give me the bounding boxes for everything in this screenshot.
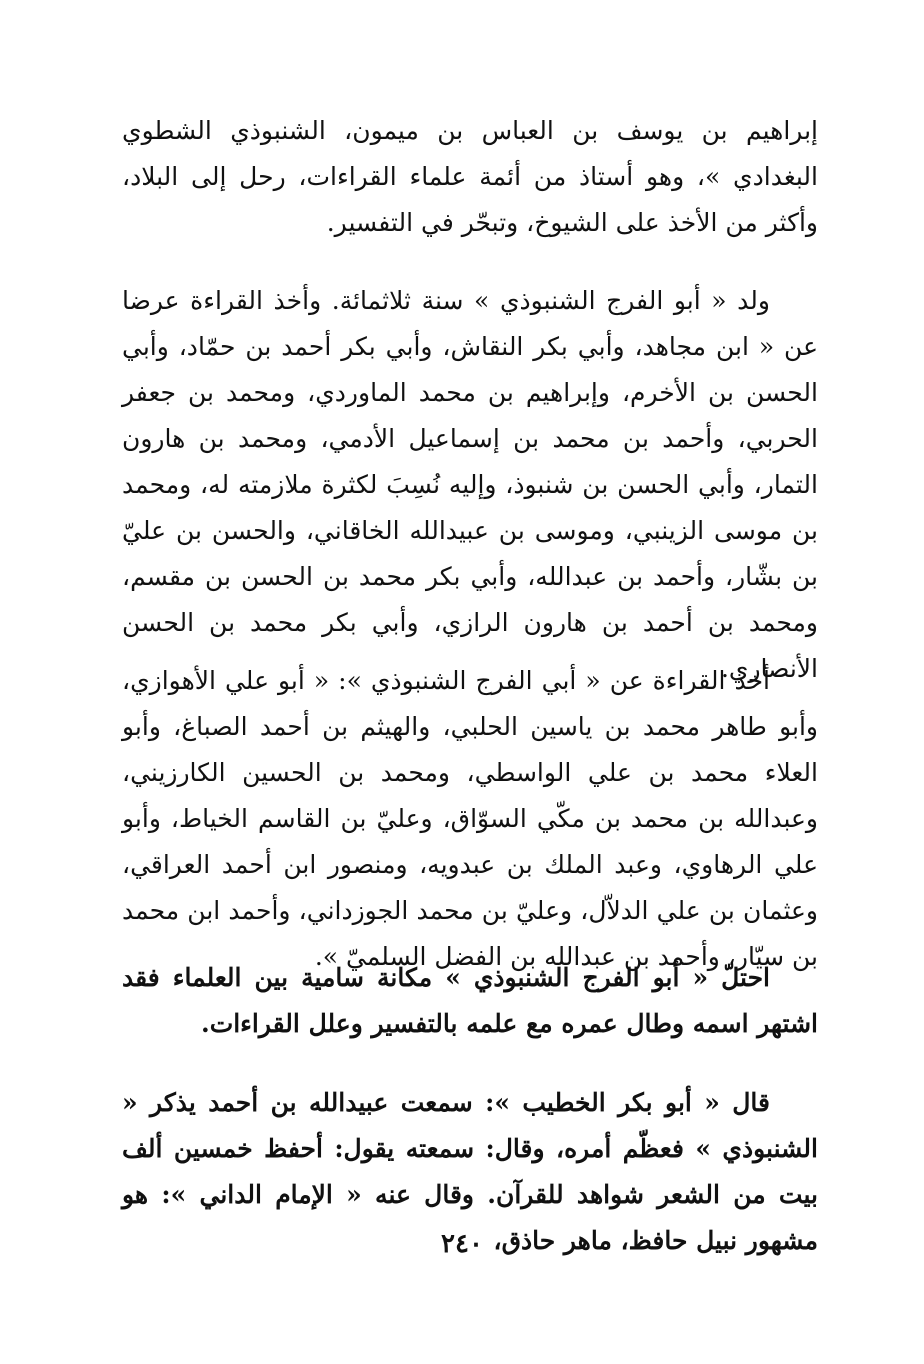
paragraph-text: احتلّ « أبو الفرج الشنبوذي » مكانة سامية بين العلماء فقد اشتهر اسمه وطال عمره مع علمه بالتفسير وعلل القراءات. [122,963,818,1038]
paragraph-birth-and-teachers [122,278,818,692]
paragraph-text: ولد « أبو الفرج الشنبوذي » سنة ثلاثمائة. وأخذ القراءة عرضا عن « ابن مجاهد، وأبي بكر النقاش، وأبي بكر أحمد بن حمّاد، وأبي الحسن بن الأخرم، وإبراهيم بن محمد الماوردي، ومحمد بن جعفر الحربي، وأحمد بن محمد بن إسماعيل الأدمي، ومحمد بن هارون التمار، وأبي الحسن بن شنبوذ، وإليه نُسِبَ لكثرة ملازمته له، ومحمد بن موسى الزينبي، وموسى بن عبيدالله الخاقاني، والحسن بن عليّ بن بشّار، وأحمد بن عبدالله، وأبي بكر محمد بن الحسن بن مقسم، ومحمد بن أحمد بن هارون الرازي، وأبي بكر محمد بن الحسن الأنصاري. [122,286,818,683]
paragraph-text: قال « أبو بكر الخطيب »: سمعت عبيدالله بن أحمد يذكر « الشنبوذي » فعظّم أمره، وقال: سمعته يقول: أحفظ خمسين ألف بيت من الشعر شواهد للقرآن. وقال عنه « الإمام الداني »: هو مشهور نبيل حافظ، ماهر حاذق، [122,1088,818,1255]
paragraph-text: إبراهيم بن يوسف بن العباس بن ميمون، الشنبوذي الشطوي البغدادي »، وهو أستاذ من أئمة علماء القراءات، رحل إلى البلاد، وأكثر من الأخذ على الشيوخ، وتبحّر في التفسير. [122,116,818,237]
page-number: ٢٤٠ [441,1229,483,1259]
paragraph-students [122,658,818,980]
paragraph-text: أخذ القراءة عن « أبي الفرج الشنبوذي »: « أبو علي الأهوازي، وأبو طاهر محمد بن ياسين الحلبي، والهيثم بن أحمد الصباغ، وأبو العلاء محمد بن علي الواسطي، ومحمد بن الحسين الكارزيني، وعبدالله بن محمد بن مكّي السوّاق، وعليّ بن القاسم الخياط، وأبو علي الرهاوي، وعبد الملك بن عبدويه، ومنصور ابن أحمد العراقي، وعثمان بن علي الدلاّل، وعليّ بن محمد الجوزداني، وأحمد ابن محمد بن سيّار، وأحمد بن عبدالله بن الفضل السلميّ ». [122,666,818,971]
paragraph-status [122,955,818,1047]
paragraph-biography-intro [122,108,818,246]
